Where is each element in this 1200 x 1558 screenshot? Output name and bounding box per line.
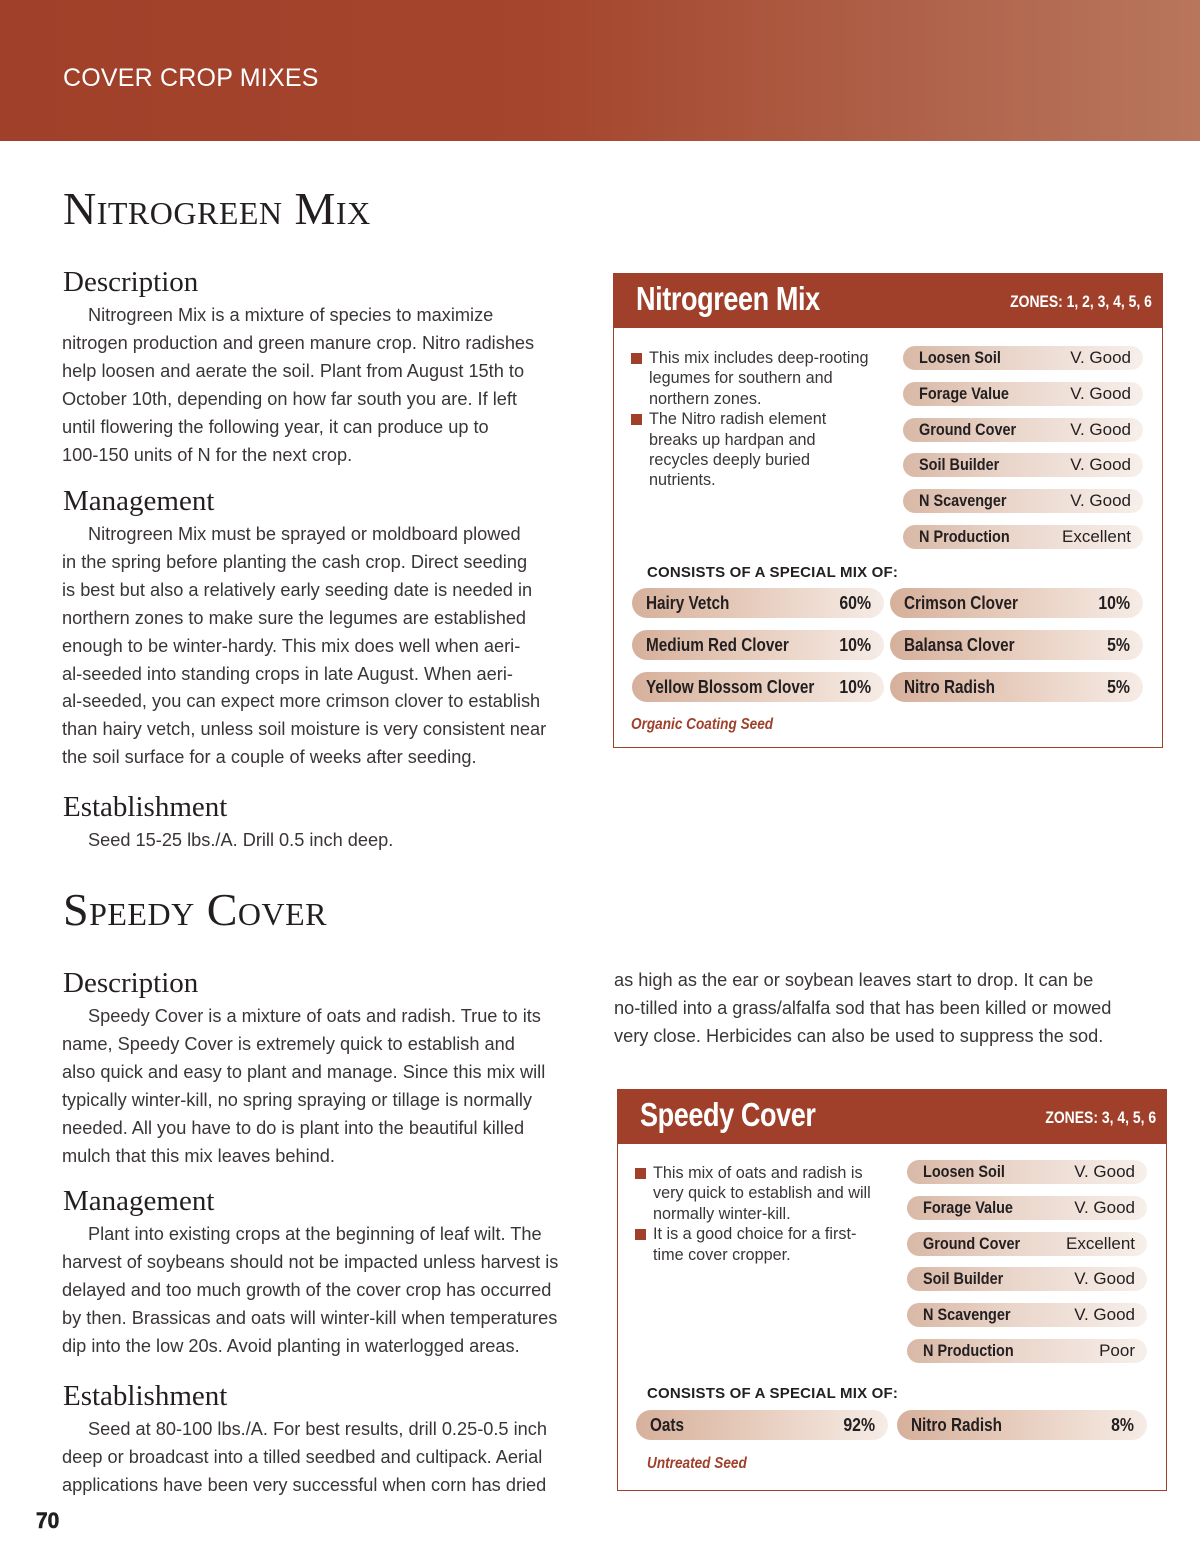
text-line [62,1031,545,1059]
nitrogreen-establishment-text [62,827,393,855]
bullet-line: recycles deeply buried [649,451,811,470]
box-bullets [631,348,901,491]
mix-name: Medium Red Clover [646,635,789,655]
rating-value: V. Good [1070,383,1131,403]
text-line-content: typically winter-kill, no spring spraying or tillage is normally [62,1089,533,1110]
text-line [62,1087,545,1115]
text-line [62,716,546,744]
speedy-continued-text [614,967,1111,1051]
mix-percent: 92% [843,1415,875,1435]
text-line-content: by then. Brassicas and oats will winter-kill when temperatures [62,1307,558,1328]
text-line-content: harvest of soybeans should not be impacted unless harvest is [62,1251,559,1272]
rating-row [903,453,1143,477]
text-line-content: northern zones to make sure the legumes are established [62,607,527,628]
bullet-line: This mix includes deep-rooting [649,349,869,367]
rating-name: N Scavenger [923,1305,1011,1325]
rating-name: Ground Cover [923,1233,1021,1253]
bullet-square-icon [631,414,642,425]
nitrogreen-info-box [613,273,1163,748]
text-line-content: enough to be winter-hardy. This mix does well when aeri- [62,635,521,656]
mix-name: Hairy Vetch [646,593,730,613]
text-line [62,1003,545,1031]
seed-note: Untreated Seed [647,1455,747,1472]
text-line-content: is best but also a relatively early seeding date is needed in [62,579,533,600]
mix-item [636,1410,888,1440]
text-line [62,1305,558,1333]
box-title: Nitrogreen Mix [636,280,820,317]
text-line-content: also quick and easy to plant and manage. Since this mix will [62,1061,546,1082]
text-line-content: deep or broadcast into a tilled seedbed and cultipack. Aerial [62,1446,543,1467]
text-line [62,1059,545,1087]
rating-value: V. Good [1070,348,1131,367]
rating-value: V. Good [1074,1197,1135,1217]
speedy-description-heading: Description [63,967,199,999]
rating-name: N Production [923,1341,1014,1360]
bullet-line: breaks up hardpan and [649,430,816,449]
bullet-square-icon [631,353,642,364]
bullet-item [631,348,901,409]
bullet-item [635,1224,905,1265]
text-line-content: Speedy Cover is a mixture of oats and radish. True to its [88,1006,541,1026]
mix-name: Balansa Clover [904,635,1015,655]
text-line [62,1416,547,1444]
speedy-management-text [62,1221,558,1361]
text-line-content: nitrogen production and green manure crop. Nitro radishes [62,332,535,353]
text-line [62,661,546,689]
text-line-content: mulch that this mix leaves behind. [62,1145,335,1166]
bullet-line: It is a good choice for a first- [653,1225,857,1244]
zones-label: ZONES: 1, 2, 3, 4, 5, 6 [1010,292,1152,311]
mix-name: Yellow Blossom Clover [646,677,815,697]
text-line [62,549,546,577]
text-line [62,1115,545,1143]
text-line-content: al-seeded into standing crops in late August. When aeri- [62,663,513,684]
speedy-establishment-text [62,1416,547,1500]
mix-item [632,630,884,660]
text-line-content: help loosen and aerate the soil. Plant from August 15th to [62,360,525,381]
text-line-content: than hairy vetch, unless soil moisture is very consistent near [62,719,547,740]
text-line: as high as the ear or soybean leaves start to drop. It can be [614,970,1094,990]
rating-row [907,1339,1147,1363]
mix-percent: 5% [1107,635,1130,655]
text-line-content: in the spring before planting the cash crop. Direct seeding [62,551,528,572]
rating-value: Excellent [1066,1233,1135,1253]
bullet-square-icon [635,1168,646,1179]
rating-name: Forage Value [919,383,1009,403]
mix-item [890,630,1143,660]
text-line [62,1249,558,1277]
rating-name: N Production [919,527,1010,546]
mix-percent: 10% [839,635,871,655]
rating-value: V. Good [1070,455,1131,475]
zones-label: ZONES: 3, 4, 5, 6 [1045,1108,1156,1127]
text-line [62,605,546,633]
text-line-content: applications have been very successful when corn has dried [62,1474,547,1495]
rating-row [903,489,1143,513]
text-line-content: 100-150 units of N for the next crop. [62,444,353,465]
bullet-square-icon [635,1229,646,1240]
box-header [614,274,1162,328]
text-line-content: Nitrogreen Mix is a mixture of species to maximize [88,305,494,325]
nitrogreen-establishment-heading: Establishment [63,791,228,823]
text-line-content: dip into the low 20s. Avoid planting in waterlogged areas. [62,1335,520,1356]
text-line [62,688,546,716]
speedy-info-box [617,1089,1167,1491]
rating-value: V. Good [1074,1162,1135,1181]
nitrogreen-management-heading: Management [63,485,215,517]
rating-name: Ground Cover [919,419,1017,439]
bullet-line: nutrients. [649,471,716,490]
text-line [62,1143,545,1171]
rating-value: V. Good [1074,1305,1135,1325]
bullet-line: normally winter-kill. [653,1204,791,1223]
mix-percent: 8% [1111,1415,1134,1435]
nitrogreen-management-text [62,521,546,772]
rating-name: Soil Builder [919,455,1000,475]
box-bullets [635,1163,905,1265]
rating-name: Loosen Soil [923,1162,1005,1181]
nitrogreen-description-text [62,302,534,469]
bullet-line: This mix of oats and radish is [653,1164,863,1182]
text-line-content: Seed 15-25 lbs./A. Drill 0.5 inch deep. [88,830,394,850]
rating-row [907,1160,1147,1184]
text-line [62,1221,558,1249]
rating-row [907,1267,1147,1291]
mix-name: Crimson Clover [904,593,1018,613]
mix-item [897,1410,1147,1440]
text-line [62,1333,558,1361]
rating-name: N Scavenger [919,491,1007,511]
text-line: very close. Herbicides can also be used to suppress the sod. [614,1025,1104,1046]
bullet-line: northern zones. [649,389,762,408]
text-line [62,414,534,442]
rating-row [903,525,1143,549]
rating-row [903,382,1143,406]
text-line [62,577,546,605]
section-title-speedy: Speedy Cover [63,884,327,935]
text-line-content: delayed and too much growth of the cover crop has occurred [62,1279,552,1300]
rating-name: Loosen Soil [919,348,1001,367]
text-line-content: Nitrogreen Mix must be sprayed or moldboard plowed [88,524,521,544]
mix-percent: 10% [1098,593,1130,613]
text-line [62,744,546,772]
rating-value: V. Good [1074,1269,1135,1289]
text-line-content: until flowering the following year, it can produce up to [62,416,489,437]
seed-note: Organic Coating Seed [631,716,774,733]
mix-name: Nitro Radish [911,1415,1002,1435]
box-header [618,1090,1166,1144]
speedy-management-heading: Management [63,1185,215,1217]
mix-item [632,672,884,702]
speedy-description-text [62,1003,545,1170]
text-line-content: al-seeded, you can expect more crimson clover to establish [62,691,541,712]
rating-row [907,1303,1147,1327]
rating-row [903,346,1143,370]
nitrogreen-description-heading: Description [63,266,199,298]
text-line [62,633,546,661]
chapter-title: COVER CROP MIXES [63,64,319,92]
text-line [62,386,534,414]
text-line-content: Plant into existing crops at the beginning of leaf wilt. The [88,1224,542,1244]
mix-item [890,588,1143,618]
page-number: 70 [36,1508,60,1533]
speedy-establishment-heading: Establishment [63,1380,228,1412]
text-line [62,330,534,358]
bullet-line: time cover cropper. [653,1245,791,1264]
rating-row [907,1232,1147,1256]
text-line-content: the soil surface for a couple of weeks after seeding. [62,747,477,768]
text-line-content: name, Speedy Cover is extremely quick to establish and [62,1033,515,1054]
mix-percent: 5% [1107,677,1130,697]
consists-label: CONSISTS OF A SPECIAL MIX OF: [647,1385,899,1402]
mix-percent: 10% [839,677,871,697]
text-line [62,1277,558,1305]
bullet-line: very quick to establish and will [653,1184,871,1203]
text-line-content: October 10th, depending on how far south you are. If left [62,388,517,409]
text-line-content: Seed at 80-100 lbs./A. For best results, drill 0.25-0.5 inch [88,1419,547,1439]
rating-name: Soil Builder [923,1269,1004,1289]
text-line [62,827,393,855]
bullet-item [635,1163,905,1224]
box-title: Speedy Cover [640,1096,816,1133]
mix-name: Nitro Radish [904,677,995,697]
text-line [62,1472,547,1500]
rating-name: Forage Value [923,1197,1013,1217]
rating-row [903,418,1143,442]
rating-row [907,1196,1147,1220]
mix-percent: 60% [839,593,871,613]
rating-value: V. Good [1070,491,1131,511]
text-line [62,442,534,470]
text-line [62,521,546,549]
bullet-line: legumes for southern and [649,369,833,388]
mix-item [890,672,1143,702]
text-line [62,358,534,386]
mix-item [632,588,884,618]
rating-value: Excellent [1062,527,1131,546]
text-line-content: needed. All you have to do is plant into the beautiful killed [62,1117,525,1138]
mix-name: Oats [650,1415,685,1435]
consists-label: CONSISTS OF A SPECIAL MIX OF: [647,564,899,581]
bullet-item [631,409,901,491]
text-line: no-tilled into a grass/alfalfa sod that has been killed or mowed [614,997,1112,1018]
rating-value: V. Good [1070,419,1131,439]
rating-value: Poor [1099,1341,1135,1360]
text-line [62,1444,547,1472]
section-title-nitrogreen: Nitrogreen Mix [63,183,371,234]
bullet-line: The Nitro radish element [649,410,827,429]
text-line [62,302,534,330]
